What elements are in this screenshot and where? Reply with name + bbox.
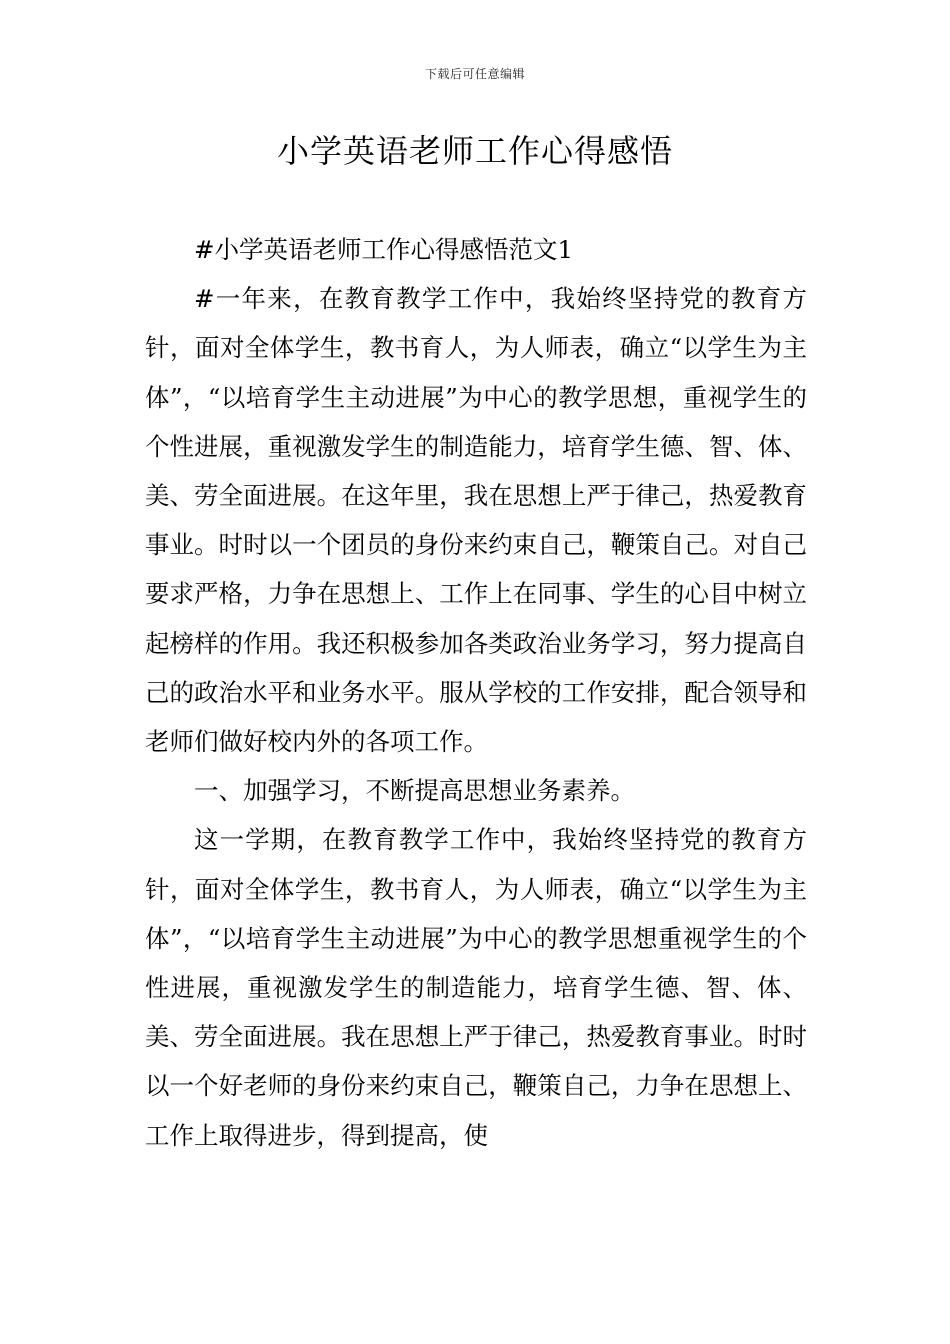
document-title: 小学英语老师工作心得感悟 xyxy=(276,132,673,170)
header-note: 下载后可任意编辑 xyxy=(424,67,525,81)
paragraph: #一年来，在教育教学工作中，我始终坚持党的教育方针，面对全体学生，教书育人，为人师表，确立“以学生为主体”，“以培育学生主动进展”为中心的教学思想，重视学生的个性进展，重视激发学生的制造能力，培育学生德、智、体、美、劳全面进展。在这年里，我在思想上严于律己，热爱教育事业。时时以一个团员的身份来约束自己，鞭策自己。对自己要求严格，力争在思想上、工作上在同事、学生的心目中树立起榜样的作用。我还积极参加各类政治业务学习，努力提高自己的政治水平和业务水平。服从学校的工作安排，配合领导和老师们做好校内外的各项工作。 xyxy=(145,284,807,757)
paragraph-subheading: #小学英语老师工作心得感悟范文1 xyxy=(194,235,574,264)
document-body xyxy=(145,225,807,1160)
section-heading: 一、加强学习，不断提高思想业务素养。 xyxy=(194,776,635,806)
paragraph: 这一学期，在教育教学工作中，我始终坚持党的教育方针，面对全体学生，教书育人，为人师表，确立“以学生为主体”，“以培育学生主动进展”为中心的教学思想重视学生的个性进展，重视激发学生的制造能力，培育学生德、智、体、美、劳全面进展。我在思想上严于律己，热爱教育事业。时时以一个好老师的身份来约束自己，鞭策自己，力争在思想上、工作上取得进步，得到提高，使 xyxy=(145,825,807,1150)
